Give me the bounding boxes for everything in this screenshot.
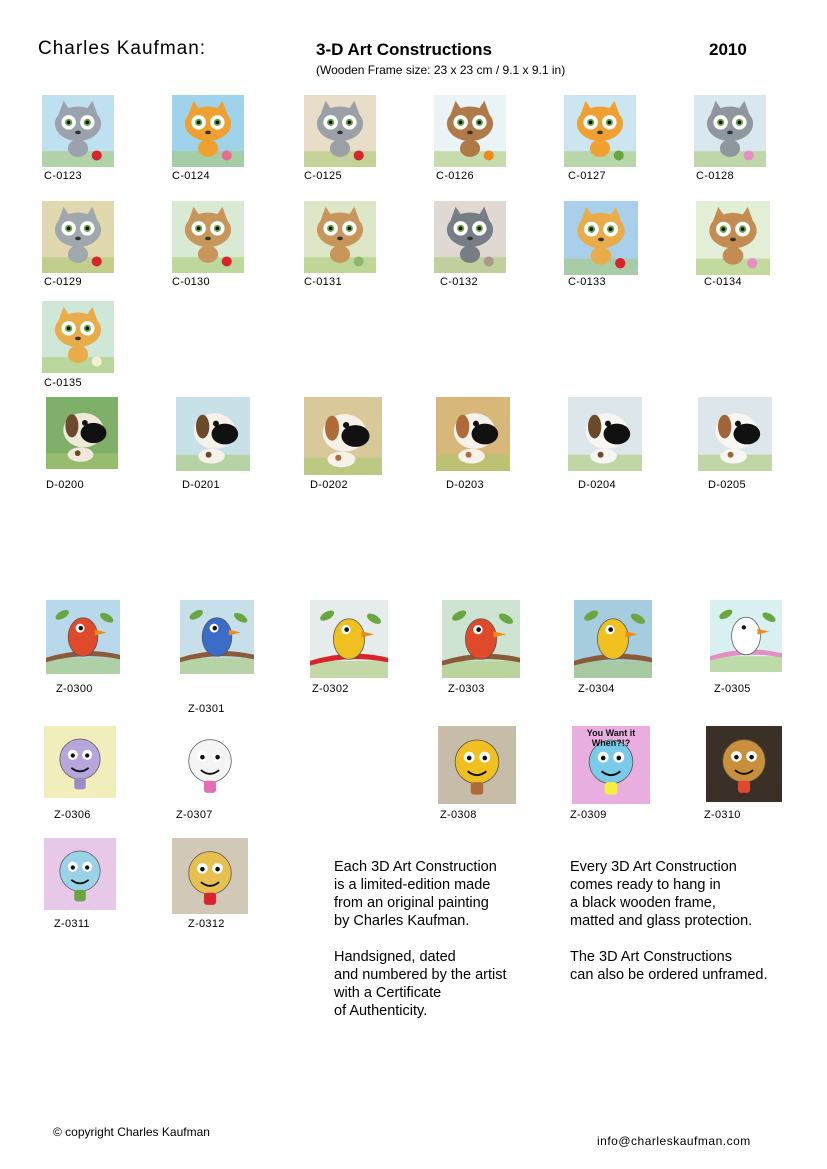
artwork-thumbnail-image — [434, 95, 506, 167]
artwork-thumbnail-image — [564, 201, 638, 275]
artwork-code: C-0131 — [304, 276, 342, 288]
catalog-title: 3-D Art Constructions — [316, 40, 492, 59]
artwork-thumbnail[interactable] — [310, 600, 388, 678]
artwork-thumbnail-image — [310, 600, 388, 678]
artwork-code: D-0203 — [446, 479, 484, 491]
info-line: Handsigned, dated — [334, 949, 456, 965]
artwork-thumbnail-image — [434, 201, 506, 273]
artwork-thumbnail[interactable] — [46, 600, 120, 674]
artwork-thumbnail[interactable] — [304, 95, 376, 167]
artwork-thumbnail-image — [710, 600, 782, 672]
artwork-thumbnail[interactable] — [436, 397, 510, 471]
artwork-thumbnail-image — [176, 397, 250, 471]
info-left-p2 — [334, 948, 507, 1020]
info-line: from an original painting — [334, 895, 489, 911]
artwork-code: Z-0311 — [54, 918, 90, 930]
artwork-thumbnail-image — [564, 95, 636, 167]
artwork-code: D-0202 — [310, 479, 348, 491]
artwork-thumbnail-image — [706, 726, 782, 802]
info-line: matted and glass protection. — [570, 913, 753, 929]
catalog-year: 2010 — [709, 40, 747, 59]
artwork-thumbnail[interactable] — [572, 726, 650, 804]
info-line: comes ready to hang in — [570, 877, 721, 893]
artwork-thumbnail[interactable] — [696, 201, 770, 275]
artwork-thumbnail[interactable] — [698, 397, 772, 471]
artwork-thumbnail[interactable] — [42, 301, 114, 373]
artwork-code: Z-0300 — [56, 683, 93, 695]
artwork-thumbnail[interactable] — [710, 600, 782, 672]
artwork-code: Z-0308 — [440, 809, 477, 821]
artwork-thumbnail[interactable] — [442, 600, 520, 678]
artwork-thumbnail-image — [442, 600, 520, 678]
artwork-thumbnail[interactable] — [176, 397, 250, 471]
artwork-thumbnail[interactable] — [438, 726, 516, 804]
info-right-p2 — [570, 948, 768, 984]
artwork-thumbnail[interactable] — [694, 95, 766, 167]
artwork-code: C-0123 — [44, 170, 82, 182]
artwork-thumbnail[interactable] — [304, 201, 376, 273]
artwork-code: Z-0307 — [176, 809, 213, 821]
artwork-code: C-0125 — [304, 170, 342, 182]
info-line: The 3D Art Constructions — [570, 949, 732, 965]
artwork-thumbnail[interactable] — [564, 95, 636, 167]
artwork-code: D-0204 — [578, 479, 616, 491]
artwork-code: D-0201 — [182, 479, 220, 491]
artwork-thumbnail[interactable] — [172, 201, 244, 273]
artwork-code: Z-0305 — [714, 683, 751, 695]
artwork-thumbnail-image — [42, 301, 114, 373]
artwork-thumbnail-image — [698, 397, 772, 471]
artwork-thumbnail[interactable] — [434, 95, 506, 167]
artwork-thumbnail-image — [42, 95, 114, 167]
info-line: a black wooden frame, — [570, 895, 716, 911]
artwork-thumbnail-image — [46, 397, 118, 469]
artwork-thumbnail[interactable] — [574, 600, 652, 678]
artwork-code: Z-0301 — [188, 703, 225, 715]
artwork-thumbnail[interactable] — [42, 201, 114, 273]
artwork-code: C-0126 — [436, 170, 474, 182]
artwork-thumbnail[interactable] — [434, 201, 506, 273]
artwork-code: C-0128 — [696, 170, 734, 182]
info-line: can also be ordered unframed. — [570, 967, 768, 983]
info-line: Each 3D Art Construction — [334, 859, 497, 875]
frame-size-note: (Wooden Frame size: 23 x 23 cm / 9.1 x 9.1 in) — [316, 63, 566, 77]
artwork-thumbnail[interactable] — [564, 201, 638, 275]
info-line: and numbered by the artist — [334, 967, 507, 983]
artwork-thumbnail[interactable] — [44, 838, 116, 910]
artwork-thumbnail[interactable] — [46, 397, 118, 469]
artwork-code: C-0124 — [172, 170, 210, 182]
copyright-notice: © copyright Charles Kaufman — [53, 1125, 210, 1139]
info-right-p1 — [570, 858, 752, 930]
artwork-code: Z-0312 — [188, 918, 225, 930]
artwork-thumbnail-image — [180, 600, 254, 674]
artwork-code: Z-0306 — [54, 809, 91, 821]
artwork-thumbnail-image — [42, 201, 114, 273]
artwork-code: Z-0310 — [704, 809, 741, 821]
artwork-thumbnail[interactable] — [180, 600, 254, 674]
artwork-thumbnail-image — [438, 726, 516, 804]
info-line: of Authenticity. — [334, 1003, 428, 1019]
artwork-thumbnail-image — [172, 95, 244, 167]
artwork-code: C-0135 — [44, 377, 82, 389]
artwork-thumbnail-image — [44, 838, 116, 910]
artwork-caption-text: You Want it When?!? — [586, 728, 636, 748]
artwork-thumbnail[interactable] — [172, 838, 248, 914]
artwork-code: C-0130 — [172, 276, 210, 288]
artwork-thumbnail-image — [172, 726, 248, 802]
artwork-code: D-0205 — [708, 479, 746, 491]
artwork-code: C-0132 — [440, 276, 478, 288]
artwork-code: Z-0303 — [448, 683, 485, 695]
artwork-thumbnail[interactable] — [304, 397, 382, 475]
artwork-thumbnail-image — [574, 600, 652, 678]
artwork-code: D-0200 — [46, 479, 84, 491]
artwork-thumbnail-image — [696, 201, 770, 275]
artwork-code: Z-0304 — [578, 683, 615, 695]
info-line: Every 3D Art Construction — [570, 859, 737, 875]
artwork-code: C-0133 — [568, 276, 606, 288]
artwork-thumbnail-image — [172, 201, 244, 273]
artwork-thumbnail-image — [46, 600, 120, 674]
info-line: is a limited-edition made — [334, 877, 491, 893]
artwork-thumbnail-image — [304, 397, 382, 475]
artwork-thumbnail-image — [44, 726, 116, 798]
artwork-thumbnail[interactable] — [568, 397, 642, 471]
artwork-thumbnail[interactable] — [172, 95, 244, 167]
artwork-code: C-0129 — [44, 276, 82, 288]
artwork-thumbnail-image — [304, 95, 376, 167]
artwork-thumbnail-image — [304, 201, 376, 273]
artwork-thumbnail[interactable] — [706, 726, 782, 802]
artwork-thumbnail[interactable] — [42, 95, 114, 167]
artwork-thumbnail[interactable] — [44, 726, 116, 798]
contact-email[interactable]: info@charleskaufman.com — [597, 1134, 751, 1148]
info-line: with a Certificate — [334, 985, 442, 1001]
artwork-code: C-0134 — [704, 276, 742, 288]
info-left-p1 — [334, 858, 497, 930]
artwork-thumbnail[interactable] — [172, 726, 248, 802]
artwork-thumbnail-image — [568, 397, 642, 471]
artwork-code: Z-0309 — [570, 809, 607, 821]
artist-name: Charles Kaufman: — [38, 38, 207, 59]
artwork-thumbnail-image — [172, 838, 248, 914]
artwork-code: Z-0302 — [312, 683, 349, 695]
artwork-thumbnail-image — [694, 95, 766, 167]
artwork-code: C-0127 — [568, 170, 606, 182]
artwork-thumbnail-image — [436, 397, 510, 471]
info-line: by Charles Kaufman. — [334, 913, 470, 929]
